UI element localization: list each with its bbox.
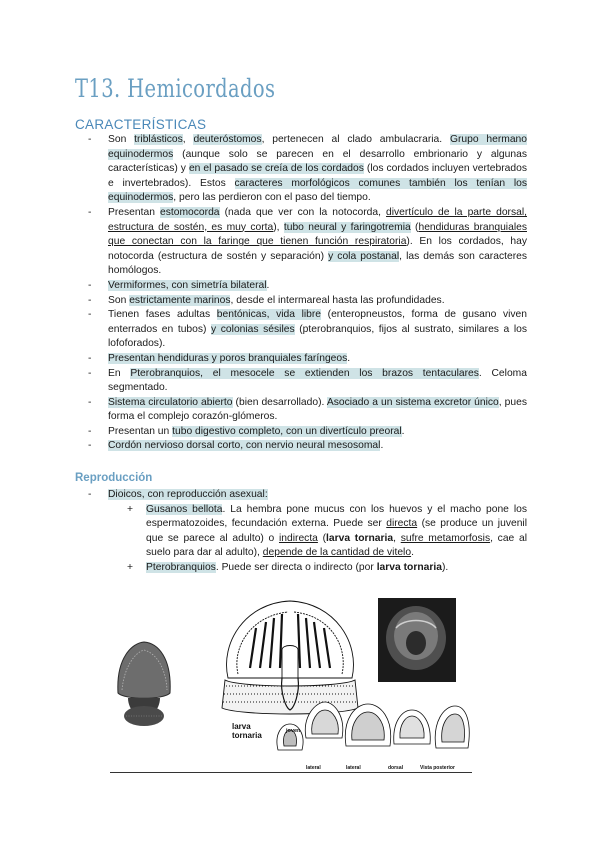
label-vista-posterior: Vista posterior bbox=[420, 765, 455, 771]
list-item: - Presentan un tubo digestivo completo, con un divertículo preoral. bbox=[75, 425, 527, 440]
characteristics-list bbox=[75, 133, 527, 454]
label-joven: joven bbox=[286, 728, 301, 734]
reproduction-sublist bbox=[108, 503, 527, 576]
figure-baseline bbox=[110, 772, 472, 773]
list-item: - Sistema circulatorio abierto (bien desarrollado). Asociado a un sistema excretor único, pues forma el complejo corazón-glómeros. bbox=[75, 396, 527, 425]
list-item: - Son triblásticos, deuteróstomos, pertenecen al clado ambulacraria. Grupo hermano equinodermos (aunque solo se parecen en el desarrollo embrionario y algunas características) y en el pasado se creía de los cordados (los cordados incluyen vertebrados e invertebrados). Estos caracteres morfológicos comunes también los tenían los equinodermos, pero las perdieron con el paso del tiempo. bbox=[75, 133, 527, 206]
list-item: - Son estrictamente marinos, desde el intermareal hasta las profundidades. bbox=[75, 294, 527, 309]
larva-micrograph-left bbox=[110, 638, 178, 748]
list-item: - Presentan estomocorda (nada que ver con la notocorda, divertículo de la parte dorsal, estructura de sostén, es muy corta), tubo neural y faringotremia (hendiduras branquiales que conectan con la faringe que tienen función respiratoria). En los cordados, hay notocorda (estructura de sostén y separación) y cola postanal, las demás son caracteres homólogos. bbox=[75, 206, 527, 279]
list-item: + Gusanos bellota. La hembra pone mucus con los huevos y el macho pone los espermatozoides, fecundación externa. Puede ser directa (se produce un juvenil que se parece al adulto) o indirecta (larva tornaria, sufre metamorfosis, cae al suelo para dar al adulto), depende de la cantidad de vitelo. bbox=[108, 503, 527, 561]
section-title-characteristics: CARACTERÍSTICAS bbox=[75, 117, 207, 132]
label-tornaria: tornaria bbox=[232, 731, 262, 740]
section-title-reproduction: Reproducción bbox=[75, 472, 153, 484]
list-item: - Vermiformes, con simetría bilateral. bbox=[75, 279, 527, 294]
list-item: + Pterobranquios. Puede ser directa o indirecto (por larva tornaria). bbox=[108, 561, 527, 576]
list-item: - Cordón nervioso dorsal corto, con nervio neural mesosomal. bbox=[75, 439, 527, 454]
list-item: - Presentan hendiduras y poros branquiales faríngeos. bbox=[75, 352, 527, 367]
label-lateral-2: lateral bbox=[346, 765, 361, 771]
list-item: - En Pterobranquios, el mesocele se extienden los brazos tentaculares. Celoma segmentado. bbox=[75, 367, 527, 396]
larva-drawing-center bbox=[222, 601, 358, 714]
label-lateral-1: lateral bbox=[306, 765, 321, 771]
tornaria-larva-figure bbox=[110, 598, 470, 774]
label-larva: larva bbox=[232, 722, 251, 731]
larva-micrograph-right bbox=[378, 598, 456, 682]
list-item: - Dioicos, con reproducción asexual: + Gusanos bellota. La hembra pone mucus con los huevos y el macho pone los espermatozoides, fecundación externa. Puede ser directa (se produce un juvenil que se parece al adulto) o indirecta (larva tornaria, sufre metamorfosis, cae al suelo para dar al adulto), depende de la cantidad de vitelo. + Pterobranquios. Puede ser directa o indirecto (por larva tornaria). bbox=[75, 488, 527, 576]
page-title: T13. Hemicordados bbox=[75, 74, 276, 103]
label-dorsal: dorsal bbox=[388, 765, 404, 771]
reproduction-list bbox=[75, 488, 527, 576]
list-item: - Tienen fases adultas bentónicas, vida libre (enteropneustos, forma de gusano viven enterrados en tubos) y colonias sésiles (pterobranquios, fijos al sustrato, similares a los lofoforados). bbox=[75, 308, 527, 352]
